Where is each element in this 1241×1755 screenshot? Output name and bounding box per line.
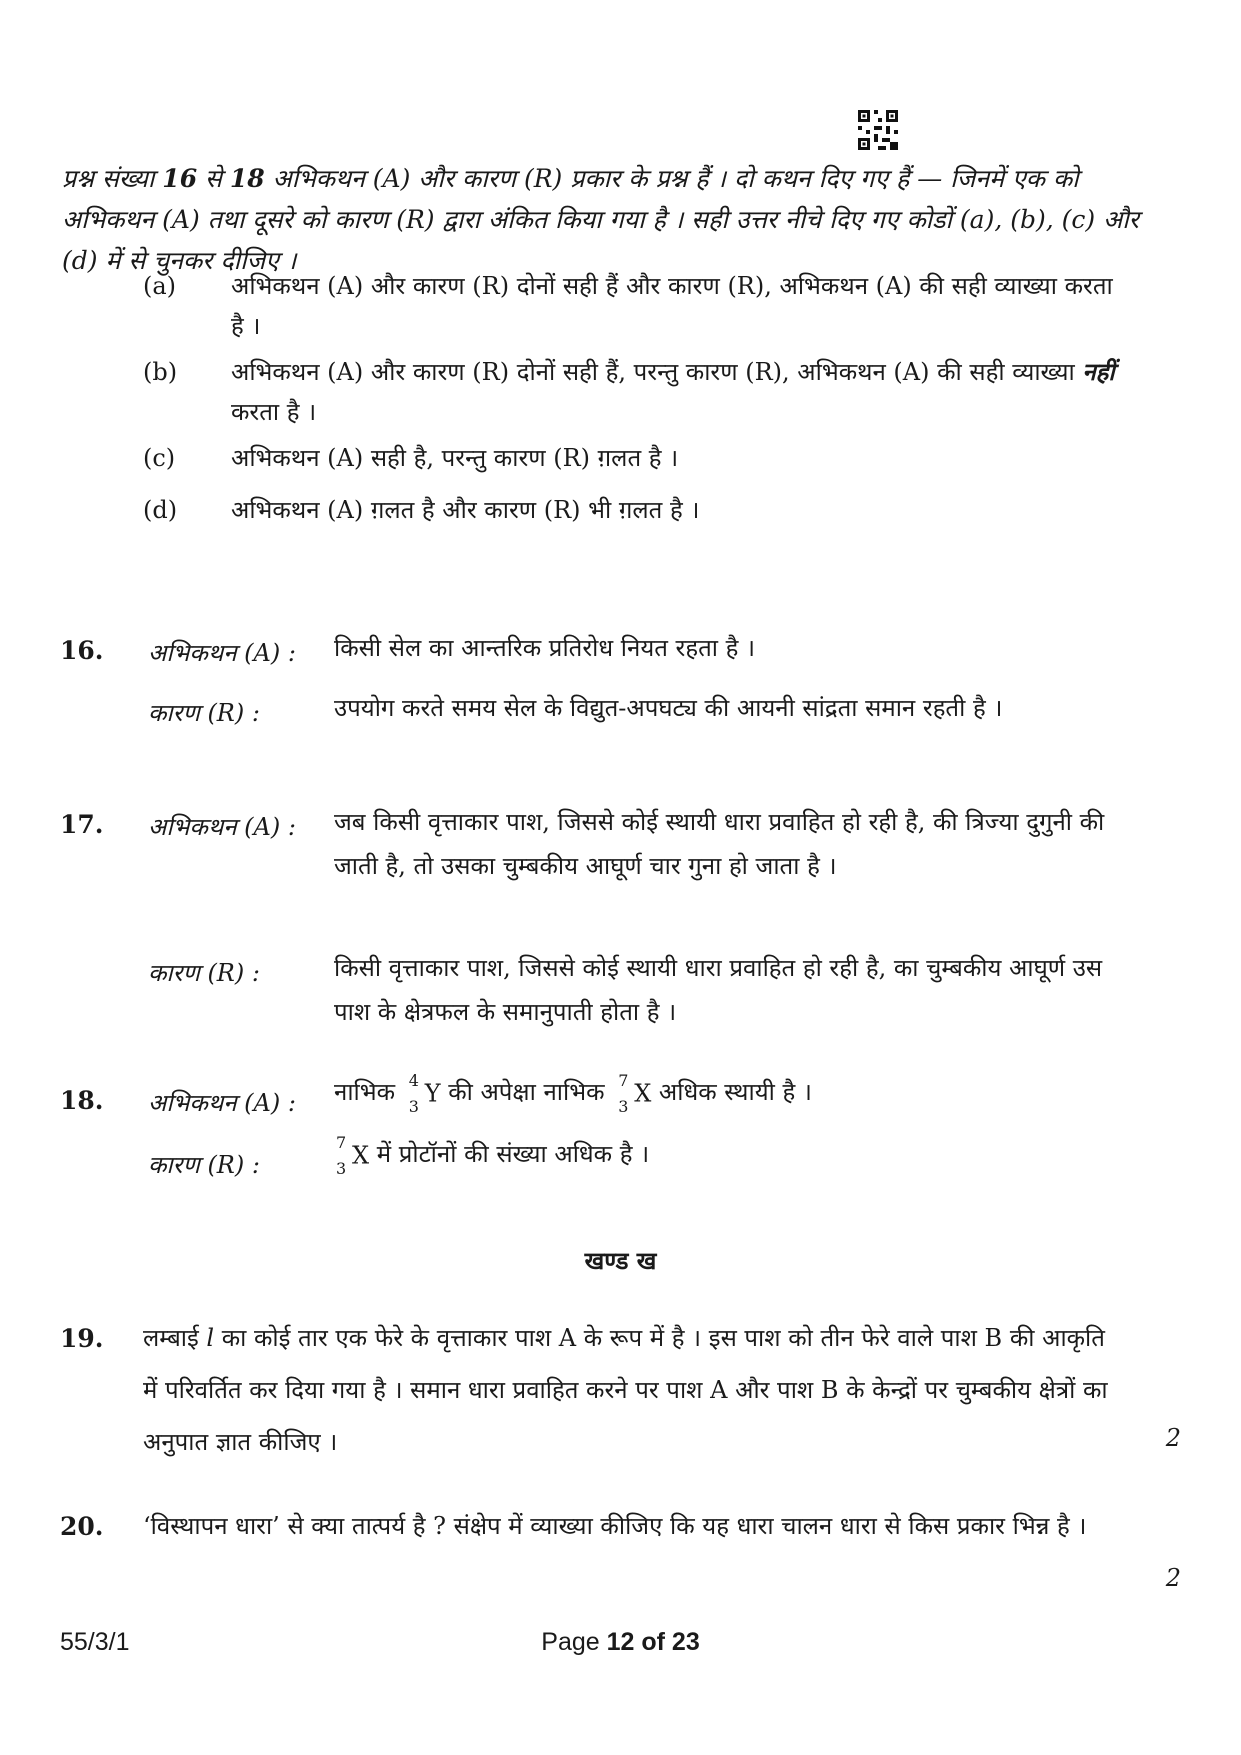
reason-text-post: में प्रोटॉनों की संख्या अधिक है । — [376, 1140, 650, 1168]
page-total: 23 — [671, 1628, 700, 1656]
question-text-pre: लम्बाई — [143, 1324, 207, 1352]
instructions-pre: प्रश्न संख्या — [62, 164, 163, 193]
assertion-text: किसी सेल का आन्तरिक प्रतिरोध नियत रहता है । — [334, 634, 756, 662]
assertion-label: अभिकथन (A) : — [148, 813, 296, 841]
length-variable: l — [206, 1324, 215, 1352]
qr-code-icon — [858, 110, 898, 150]
assertion-text-post: अधिक स्थायी है । — [658, 1078, 812, 1106]
atomic-number: 3 — [336, 1158, 347, 1178]
element-symbol: Y — [424, 1079, 441, 1108]
marks: 2 — [1165, 1424, 1181, 1452]
question-number: 17. — [60, 810, 104, 839]
option-text-pre: अभिकथन (A) और कारण (R) दोनों सही हैं, परन्तु कारण (R), अभिकथन (A) की सही व्याख्या — [231, 358, 1083, 386]
instructions-paragraph — [62, 158, 1142, 281]
option-text: अभिकथन (A) ग़लत है और कारण (R) भी ग़लत है । — [231, 496, 700, 524]
option-text: अभिकथन (A) और कारण (R) दोनों सही हैं और कारण (R), अभिकथन (A) की सही व्याख्या करता है । — [231, 272, 1113, 340]
option-label: (c) — [143, 444, 176, 472]
question-text-post: का कोई तार एक फेरे के वृत्ताकार पाश A के रूप में है । इस पाश को तीन फेरे वाले पाश B की आकृति में परिवर्तित कर दिया गया है । समान धारा प्रवाहित करने पर पाश A और पाश B के केन्द्रों पर चुम्बकीय क्षेत्रों का अनुपात ज्ञात कीजिए । — [143, 1324, 1108, 1456]
reason-label: कारण (R) : — [148, 959, 260, 987]
atomic-number: 3 — [618, 1096, 629, 1116]
option-text: अभिकथन (A) सही है, परन्तु कारण (R) ग़लत है । — [231, 444, 679, 472]
section-title: खण्ड ख — [584, 1246, 657, 1275]
assertion-text-pre: नाभिक — [334, 1078, 396, 1106]
mass-number: 7 — [618, 1070, 629, 1090]
reason-text — [330, 1132, 1120, 1178]
atomic-number: 3 — [408, 1096, 419, 1116]
paper-code: 55/3/1 — [60, 1628, 130, 1656]
page-label: Page — [541, 1628, 607, 1656]
isotope-y — [405, 1072, 423, 1116]
question-number: 19. — [60, 1324, 104, 1353]
reason-label: कारण (R) : — [148, 1151, 260, 1179]
reason-text: उपयोग करते समय सेल के विद्युत-अपघट्य की आयनी सांद्रता समान रहती है । — [334, 694, 1003, 722]
instructions-mid: से — [197, 164, 230, 193]
page-indicator — [0, 1628, 1241, 1657]
question-number: 16. — [60, 636, 104, 665]
option-text — [231, 352, 1121, 432]
option-text-emphasis: नहीं — [1082, 357, 1115, 386]
isotope-x — [332, 1134, 350, 1178]
reason-text: किसी वृत्ताकार पाश, जिससे कोई स्थायी धारा प्रवाहित हो रही है, का चुम्बकीय आघूर्ण उस पाश के क्षेत्रफल के समानुपाती होता है । — [334, 954, 1103, 1026]
mass-number: 7 — [336, 1132, 347, 1152]
assertion-text — [334, 1070, 1124, 1116]
assertion-text-mid: की अपेक्षा नाभिक — [448, 1078, 605, 1106]
question-text: ‘विस्थापन धारा’ से क्या तात्पर्य है ? संक्षेप में व्याख्या कीजिए कि यह धारा चालन धारा से किस प्रकार भिन्न है । — [143, 1512, 1087, 1540]
assertion-text: जब किसी वृत्ताकार पाश, जिससे कोई स्थायी धारा प्रवाहित हो रही है, की त्रिज्या दुगुनी की जाती है, तो उसका चुम्बकीय आघूर्ण चार गुना हो जाता है । — [334, 808, 1105, 880]
isotope-x — [614, 1072, 632, 1116]
question-text — [143, 1312, 1123, 1468]
reason-label: कारण (R) : — [148, 699, 260, 727]
assertion-label: अभिकथन (A) : — [148, 1089, 296, 1117]
option-label: (d) — [143, 496, 178, 524]
option-label: (b) — [143, 358, 178, 386]
option-text-post: करता है । — [231, 398, 317, 426]
element-symbol: X — [634, 1079, 652, 1108]
element-symbol: X — [352, 1141, 370, 1170]
instructions-range-end: 18 — [229, 164, 265, 193]
page-of: of — [634, 1628, 672, 1656]
instructions-post: अभिकथन (A) और कारण (R) प्रकार के प्रश्न हैं । दो कथन दिए गए हैं — जिनमें एक को अभिकथन (A) तथा दूसरे को कारण (R) द्वारा अंकित किया गया है । सही उत्तर नीचे दिए गए कोडों (a), (b), (c) और (d) में से चुनकर दीजिए । — [62, 164, 1139, 275]
assertion-label: अभिकथन (A) : — [148, 639, 296, 667]
mass-number: 4 — [408, 1070, 419, 1090]
page-number: 12 — [606, 1628, 635, 1656]
marks: 2 — [1165, 1564, 1181, 1592]
question-number: 20. — [60, 1512, 104, 1541]
question-number: 18. — [60, 1086, 104, 1115]
option-label: (a) — [143, 272, 177, 300]
instructions-range-start: 16 — [162, 164, 198, 193]
